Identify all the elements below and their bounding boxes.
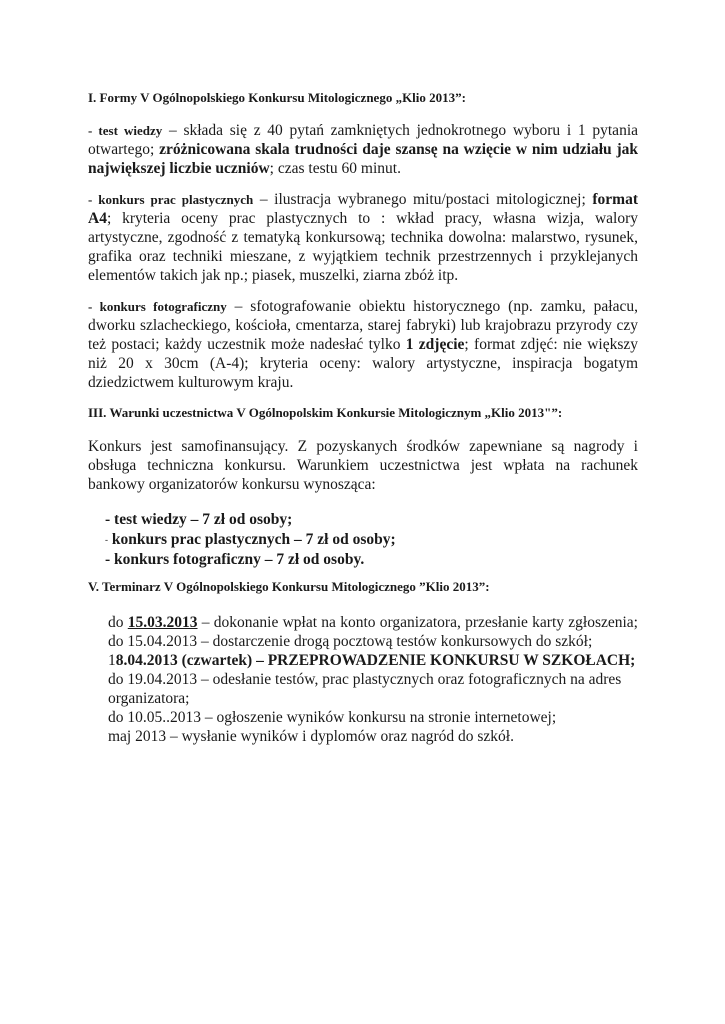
text-test-wiedzy-1: – składa się z 40 pytań zamkniętych jednokrotnego wyboru i 1 pytania otwartego; <box>88 122 639 158</box>
fee-item-plastyczny-text: konkurs prac plastycznych – 7 zł od osoby; <box>108 530 396 548</box>
fees-list <box>105 510 645 569</box>
label-test-wiedzy: - test wiedzy <box>88 123 163 138</box>
section-heading-terminarz: V. Terminarz V Ogólnopolskiego Konkursu Mitologicznego ”Klio 2013”: <box>88 579 490 594</box>
fee-item-test-wiedzy: - test wiedzy – 7 zł od osoby; <box>105 511 293 528</box>
section-heading-warunki: III. Warunki uczestnictwa V Ogólnopolskim Konkursie Mitologicznym „Klio 2013"”: <box>88 405 563 420</box>
fee-item-plastyczny-dash: - <box>105 534 108 545</box>
paragraph-konkurs-plastyczny <box>88 190 638 285</box>
text-test-wiedzy-bold: zróżnicowana skala trudności daje szansę na wzięcie w nim udziału jak największej liczbie uczniów <box>88 141 638 177</box>
fee-item-plastyczny <box>105 530 645 550</box>
schedule-row-3-prefix: 1 <box>108 652 116 669</box>
schedule-row-1-date: 15.03.2013 <box>127 614 198 631</box>
text-plastyczny-2: ; kryteria oceny prac plastycznych to : wkład pracy, własna wizja, walory artystyczne, zgodność z tematyką konkursową; technika dowolna: malarstwo, rysunek, grafika oraz techniki mieszane, z wyjątkiem technik przestrzennych i przyklejanych elementów takich jak np.; piasek, muszelki, ziarna zbóż itp. <box>88 210 638 284</box>
schedule-row-1-text: – dokonanie wpłat na konto organizatora, przesłanie karty zgłoszenia; <box>197 614 638 631</box>
text-plastyczny-format: format A4 <box>88 191 638 227</box>
text-plastyczny-1: – ilustracja wybranego mitu/postaci mitologicznej; <box>253 191 593 208</box>
paragraph-test-wiedzy <box>88 121 638 178</box>
schedule-row-4: do 19.04.2013 – odesłanie testów, prac plastycznych oraz fotograficznych na adres organizatora; <box>108 671 622 707</box>
paragraph-konkurs-fotograficzny <box>88 297 638 392</box>
label-konkurs-fotograficzny: - konkurs fotograficzny <box>88 299 227 314</box>
label-konkurs-plastyczny: - konkurs prac plastycznych <box>88 192 254 207</box>
schedule-row-5: do 10.05..2013 – ogłoszenie wyników konkursu na stronie internetowej; <box>108 709 557 726</box>
schedule-row-2: do 15.04.2013 – dostarczenie drogą pocztową testów konkursowych do szkół; <box>108 633 593 650</box>
schedule-row-3-date: 8.04.2013 (czwartek) <box>115 652 253 669</box>
text-fotograficzny-2: ; format zdjęć: nie większy niż 20 x 30cm (A-4); kryteria oceny: walory artystyczne, inspiracja bogatym dziedzictwem kulturowym kraju. <box>88 336 638 391</box>
schedule-row-6: maj 2013 – wysłanie wyników i dyplomów oraz nagród do szkół. <box>108 728 514 745</box>
fee-item-fotograficzny: - konkurs fotograficzny – 7 zł od osoby. <box>105 550 365 568</box>
schedule-row-1 <box>88 613 638 632</box>
paragraph-warunki <box>88 437 638 494</box>
text-test-wiedzy-2: ; czas testu 60 minut. <box>269 160 401 177</box>
schedule-row-1-do: do <box>108 614 128 631</box>
schedule-row-3-text: – PRZEPROWADZENIE KONKURSU W SZKOŁACH; <box>252 652 636 669</box>
schedule-list <box>88 613 648 746</box>
section-heading-formy: I. Formy V Ogólnopolskiego Konkursu Mitologicznego „Klio 2013”: <box>88 90 466 105</box>
text-fotograficzny-bold: 1 zdjęcie <box>405 336 465 353</box>
text-fotograficzny-1: – sfotografowanie obiektu historycznego (np. zamku, pałacu, dworku szlacheckiego, kościoła, cmentarza, starej fabryki) lub krajobrazu przyrody czy też postaci; każdy uczestnik może nadesłać tylko <box>88 298 638 353</box>
schedule-row-3 <box>88 651 648 670</box>
text-warunki: Konkurs jest samofinansujący. Z pozyskanych środków zapewniane są nagrody i obsługa techniczna konkursu. Warunkiem uczestnictwa jest wpłata na rachunek bankowy organizatorów konkursu wynosząca: <box>88 438 638 493</box>
